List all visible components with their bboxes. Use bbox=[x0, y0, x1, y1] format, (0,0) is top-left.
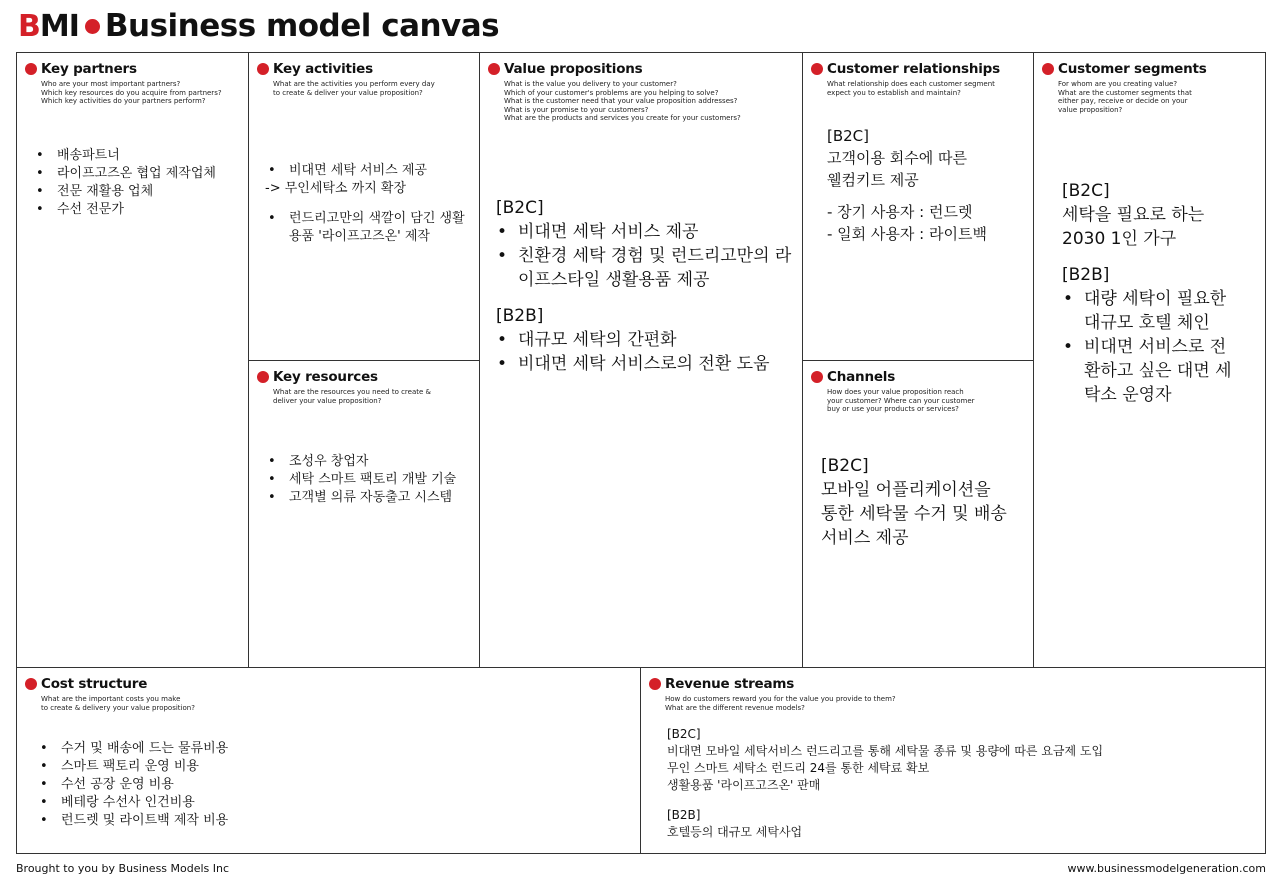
block-description bbox=[504, 80, 802, 123]
relationships-content bbox=[827, 125, 987, 245]
desc-line: What are the important costs you make bbox=[41, 695, 181, 703]
desc-line: Who are your most important partners? bbox=[41, 80, 181, 88]
logo-dot-icon bbox=[85, 19, 100, 34]
list-item: • 수거 및 배송에 드는 물류비용 bbox=[37, 740, 228, 758]
block-key-partners bbox=[17, 53, 249, 668]
list-item: • 라이프고즈온 협업 제작업체 bbox=[33, 165, 216, 183]
block-description bbox=[273, 80, 479, 97]
desc-line: How do customers reward you for the value you provide to them? bbox=[665, 695, 896, 703]
desc-line: to create & deliver your value proposition? bbox=[273, 88, 423, 97]
red-dot-icon bbox=[811, 63, 823, 75]
list-item: • 스마트 팩토리 운영 비용 bbox=[37, 758, 228, 776]
list-item: • 비대면 서비스로 전환하고 싶은 대면 세탁소 운영자 bbox=[1062, 335, 1242, 407]
segment-label-b2c: [B2C] bbox=[827, 127, 870, 145]
list-item: • 런드리고만의 색깔이 담긴 생활용품 '라이프고즈온' 제작 bbox=[265, 210, 470, 246]
segment-line: 세탁을 필요로 하는 bbox=[1062, 205, 1205, 225]
desc-line: Which of your customer's problems are you helping to solve? bbox=[504, 88, 719, 97]
block-value-propositions bbox=[480, 53, 803, 668]
block-channels bbox=[803, 361, 1034, 668]
block-customer-relationships bbox=[803, 53, 1034, 361]
block-description bbox=[1058, 80, 1265, 114]
relationship-sub-line: - 장기 사용자 : 런드렛 bbox=[827, 203, 973, 221]
desc-line: either pay, receive or decide on your bbox=[1058, 97, 1188, 105]
business-model-canvas bbox=[16, 52, 1266, 854]
activities-content bbox=[265, 162, 470, 246]
red-dot-icon bbox=[1042, 63, 1054, 75]
desc-line: How does your value proposition reach bbox=[827, 388, 964, 396]
bmi-logo bbox=[18, 9, 105, 44]
desc-line: What is the value you delivery to your customer? bbox=[504, 80, 677, 88]
block-revenue-streams bbox=[641, 668, 1265, 853]
desc-line: buy or use your products or services? bbox=[827, 405, 959, 413]
activity-sub-line: -> 무인세탁소 까지 확장 bbox=[265, 181, 407, 196]
block-key-resources bbox=[249, 361, 480, 668]
list-item: • 배송파트너 bbox=[33, 147, 216, 165]
desc-line: What are the products and services you create for your customers? bbox=[504, 114, 741, 122]
block-customer-segments bbox=[1034, 53, 1265, 668]
block-description bbox=[827, 388, 1033, 414]
value-propositions-content bbox=[496, 196, 794, 376]
list-item: • 런드렛 및 라이트백 제작 비용 bbox=[37, 812, 228, 830]
revenue-line: 호텔등의 대규모 세탁사업 bbox=[667, 825, 803, 839]
desc-line: expect you to establish and maintain? bbox=[827, 88, 961, 97]
segments-content bbox=[1062, 179, 1242, 407]
desc-line: value proposition? bbox=[1058, 105, 1123, 114]
relationship-line: 웰컴키트 제공 bbox=[827, 171, 919, 189]
list-item: • 대량 세탁이 필요한 대규모 호텔 체인 bbox=[1062, 287, 1242, 335]
list-item: • 비대면 세탁 서비스 제공 bbox=[496, 220, 794, 244]
segment-label-b2c: [B2C] bbox=[821, 456, 869, 476]
desc-line: What are the different revenue models? bbox=[665, 703, 805, 712]
revenue-line: 생활용품 '라이프고즈온' 판매 bbox=[667, 778, 821, 792]
desc-line: deliver your value proposition? bbox=[273, 396, 382, 405]
block-title: Channels bbox=[827, 369, 896, 385]
desc-line: What are the resources you need to create & bbox=[273, 388, 431, 396]
list-item: • 전문 재활용 업체 bbox=[33, 183, 216, 201]
segment-label-b2c: [B2C] bbox=[496, 198, 544, 218]
list-item: • 비대면 세탁 서비스로의 전환 도움 bbox=[496, 352, 794, 376]
logo-mi: MI bbox=[39, 8, 79, 44]
red-dot-icon bbox=[649, 678, 661, 690]
desc-line: your customer? Where can your customer bbox=[827, 396, 975, 405]
block-key-activities bbox=[249, 53, 480, 361]
red-dot-icon bbox=[25, 678, 37, 690]
resources-list bbox=[265, 453, 456, 507]
desc-line: Which key resources do you acquire from partners? bbox=[41, 88, 222, 97]
channels-content bbox=[821, 454, 1007, 550]
block-description bbox=[41, 80, 248, 106]
block-description bbox=[41, 695, 640, 712]
red-dot-icon bbox=[25, 63, 37, 75]
desc-line: What is your promise to your customers? bbox=[504, 105, 649, 114]
logo-b: B bbox=[18, 8, 40, 44]
desc-line: What are the activities you perform every day bbox=[273, 80, 435, 88]
block-title: Value propositions bbox=[504, 61, 643, 77]
list-item: • 세탁 스마트 팩토리 개발 기술 bbox=[265, 471, 456, 489]
list-item: • 수선 전문가 bbox=[33, 201, 216, 219]
block-title: Cost structure bbox=[41, 676, 148, 692]
desc-line: to create & delivery your value proposition? bbox=[41, 703, 195, 712]
revenue-line: 무인 스마트 세탁소 런드리 24를 통한 세탁료 확보 bbox=[667, 761, 930, 775]
header bbox=[18, 4, 499, 48]
red-dot-icon bbox=[257, 371, 269, 383]
block-title: Key partners bbox=[41, 61, 137, 77]
block-description bbox=[273, 388, 479, 405]
channel-line: 서비스 제공 bbox=[821, 528, 909, 548]
list-item: • 수선 공장 운영 비용 bbox=[37, 776, 228, 794]
segment-label-b2c: [B2C] bbox=[1062, 181, 1110, 201]
block-cost-structure bbox=[17, 668, 641, 853]
block-description bbox=[665, 695, 1265, 712]
block-description bbox=[827, 80, 1033, 97]
channel-line: 모바일 어플리케이션을 bbox=[821, 480, 991, 500]
desc-line: What is the customer need that your value proposition addresses? bbox=[504, 97, 738, 105]
list-item: • 베테랑 수선사 인건비용 bbox=[37, 794, 228, 812]
list-item: • 친환경 세탁 경험 및 런드리고만의 라이프스타일 생활용품 제공 bbox=[496, 244, 794, 292]
block-title: Key resources bbox=[273, 369, 378, 385]
desc-line: For whom are you creating value? bbox=[1058, 80, 1178, 88]
footer-website-link[interactable]: www.businessmodelgeneration.com bbox=[1067, 862, 1266, 875]
list-item: • 고객별 의류 자동출고 시스템 bbox=[265, 489, 456, 507]
list-item: • 대규모 세탁의 간편화 bbox=[496, 328, 794, 352]
partners-list bbox=[33, 147, 216, 219]
relationship-line: 고객이용 회수에 따른 bbox=[827, 149, 967, 167]
block-title: Revenue streams bbox=[665, 676, 795, 692]
red-dot-icon bbox=[488, 63, 500, 75]
block-title: Customer segments bbox=[1058, 61, 1207, 77]
segment-line: 2030 1인 가구 bbox=[1062, 229, 1177, 249]
block-title: Key activities bbox=[273, 61, 373, 77]
list-item: • 조성우 창업자 bbox=[265, 453, 456, 471]
segment-label-b2b: [B2B] bbox=[667, 808, 701, 822]
red-dot-icon bbox=[257, 63, 269, 75]
channel-line: 통한 세탁물 수거 및 배송 bbox=[821, 504, 1007, 524]
list-item: • 비대면 세탁 서비스 제공 bbox=[265, 162, 470, 180]
revenue-content bbox=[667, 726, 1103, 841]
desc-line: What relationship does each customer segment bbox=[827, 80, 995, 88]
block-title: Customer relationships bbox=[827, 61, 1000, 77]
footer-credit: Brought to you by Business Models Inc bbox=[16, 862, 230, 875]
cost-list bbox=[37, 740, 228, 830]
desc-line: Which key activities do your partners perform? bbox=[41, 97, 206, 105]
segment-label-b2b: [B2B] bbox=[496, 306, 544, 326]
revenue-line: 비대면 모바일 세탁서비스 런드리고를 통해 세탁물 종류 및 용량에 따른 요금제 도입 bbox=[667, 744, 1104, 758]
relationship-sub-line: - 일회 사용자 : 라이트백 bbox=[827, 225, 987, 243]
segment-label-b2c: [B2C] bbox=[667, 727, 701, 741]
desc-line: What are the customer segments that bbox=[1058, 88, 1192, 97]
red-dot-icon bbox=[811, 371, 823, 383]
segment-label-b2b: [B2B] bbox=[1062, 265, 1110, 285]
page-title: Business model canvas bbox=[104, 8, 500, 44]
